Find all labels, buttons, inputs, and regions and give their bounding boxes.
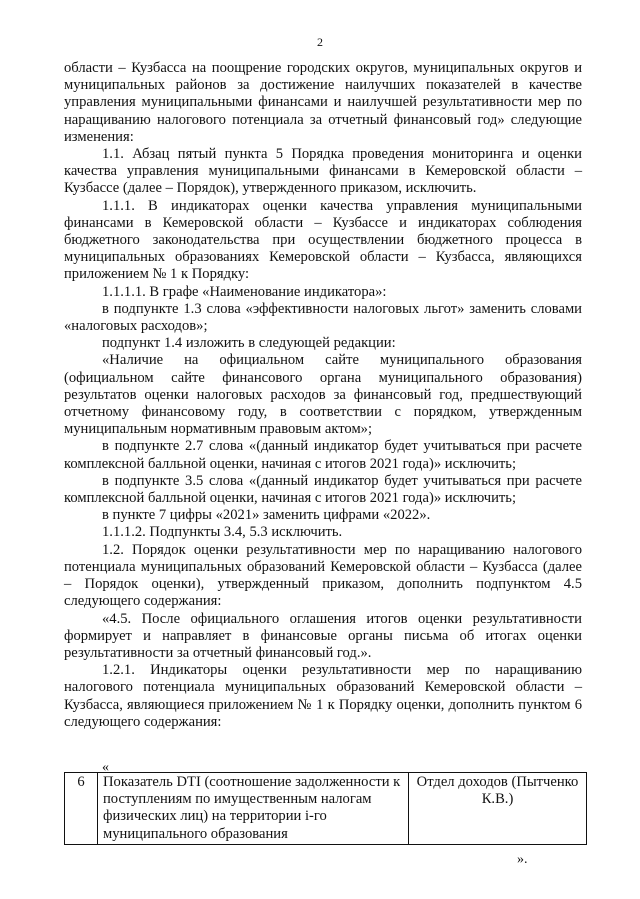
paragraph: «Наличие на официальном сайте муниципального образования (официальном сайте финансового органа муниципального образования) результатов оценки налоговых расходов за финансовый год, предшествующий отчетному финансовому году, в соответствии с порядком, утвержденным муниципальным нормативным правовым актом»; — [64, 352, 582, 438]
closing-quote: ». — [517, 852, 528, 867]
paragraph: 1.2. Порядок оценки результативности мер по наращиванию налогового потенциала муниципальных образований Кемеровской области – Кузбасса (далее – Порядок оценки), утвержденный приказом, дополнить подпунктом 4.5 следующего содержания: — [64, 541, 582, 610]
row-number: 6 — [65, 773, 98, 845]
paragraph: в подпункте 2.7 слова «(данный индикатор будет учитываться при расчете комплексной балльной оценки, начиная с итогов 2021 года)» исключить; — [64, 438, 582, 472]
paragraph: подпункт 1.4 изложить в следующей редакции: — [102, 335, 396, 352]
page-number: 2 — [317, 35, 323, 49]
paragraph: в подпункте 3.5 слова «(данный индикатор будет учитываться при расчете комплексной балльной оценки, начиная с итогов 2021 года)» исключить; — [64, 472, 582, 507]
table-row — [65, 773, 587, 845]
paragraph: 1.2.1. Индикаторы оценки результативности мер по наращиванию налогового потенциала муниципальных образований Кемеровской области – Кузбасса, являющиеся приложением № 1 к Порядку оценки, дополнить пунктом 6 следующего содержания: — [64, 662, 582, 730]
responsible-unit: Отдел доходов (Пытченко К.В.) — [409, 773, 587, 845]
paragraph: 1.1. Абзац пятый пункта 5 Порядка проведения мониторинга и оценки качества управления муниципальными финансами в Кемеровской области – Кузбассе (далее – Порядок), утвержденного приказом, исключить. — [64, 146, 582, 197]
indicator-name: Показатель DTI (соотношение задолженности к поступлениям по имущественным налогам физических лиц) на территории i-го муниципального образования — [98, 773, 409, 845]
paragraph: области – Кузбасса на поощрение городских округов, муниципальных округов и муниципальных районов за достижение наилучших показателей в качестве управления муниципальными финансами и наилучшей результативности мер по наращиванию налогового потенциала за отчетный финансовый год» следующие изменения: — [64, 60, 582, 145]
paragraph: 1.1.1.1. В графе «Наименование индикатора»: — [102, 283, 387, 300]
indicator-table — [64, 772, 587, 845]
paragraph: в подпункте 1.3 слова «эффективности налоговых льгот» заменить словами «налоговых расходов»; — [64, 300, 582, 335]
paragraph: «4.5. После официального оглашения итогов оценки результативности формирует и направляет в финансовые органы письма об итогах оценки результативности за отчетный финансовый год.». — [64, 610, 582, 661]
paragraph: в пункте 7 цифры «2021» заменить цифрами «2022». — [102, 507, 431, 524]
body-text — [64, 60, 582, 731]
paragraph: 1.1.1.2. Подпункты 3.4, 5.3 исключить. — [102, 524, 343, 541]
paragraph: 1.1.1. В индикаторах оценки качества управления муниципальными финансами в Кемеровской области – Кузбассе и индикаторах соблюдения бюджетного законодательства при осуществлении бюджетного процесса в муниципальных образованиях Кемеровской области – Кузбасса, являющихся приложением № 1 к Порядку: — [64, 197, 582, 283]
opening-quote: « — [102, 760, 109, 775]
